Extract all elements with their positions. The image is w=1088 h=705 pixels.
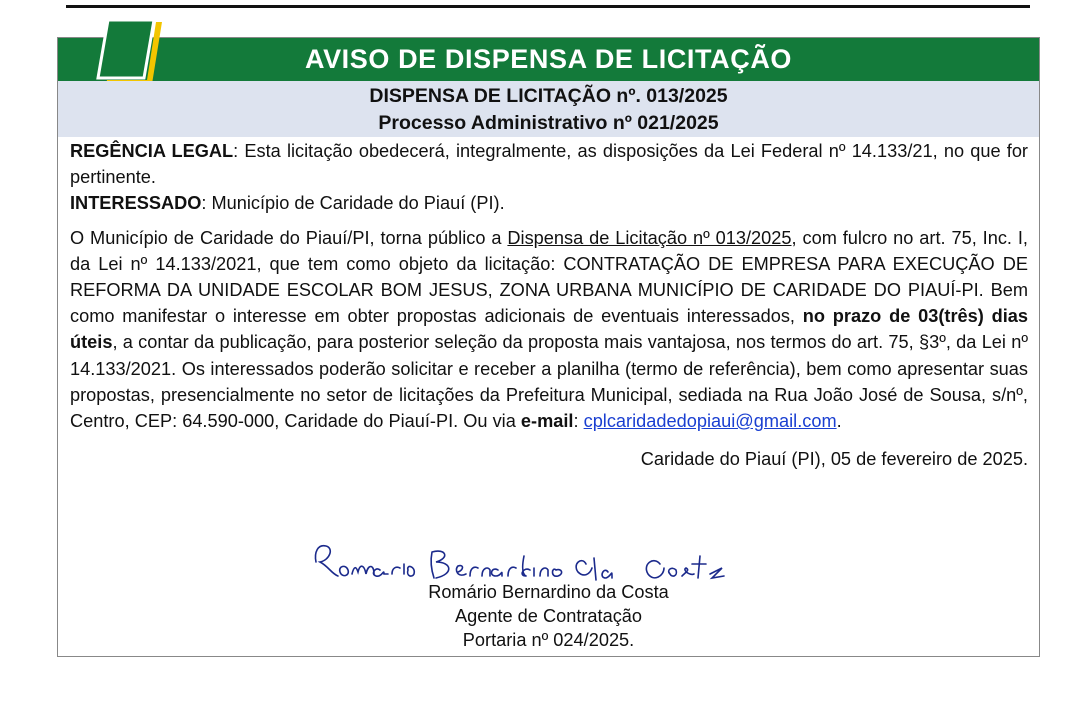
signatory-role: Agente de Contratação (454, 606, 643, 626)
subheader (58, 81, 1039, 137)
regencia-text: : Esta licitação obedecerá, integralmente, as disposições da Lei Federal nº 14.133/21, no que for pertinente. (70, 141, 1028, 188)
notice-frame (57, 37, 1040, 657)
signatory-name: Romário Bernardino da Costa (428, 582, 669, 602)
main-text-b: , com fulcro no art. 75, Inc. I, da Lei nº 14.133/2021, que tem como objeto da licitação: CONTRATAÇÃO DE EMPRESA PARA EXECUÇÃO DE REFORMA DA UNIDADE ESCOLAR BOM JESUS, ZONA URBANA MUNICÍPIO DE CARIDADE DO PIAUÍ-PI. Bem como manifestar o interesse em obter propostas adicionais de eventuais interessados, (70, 227, 1028, 327)
main-text-c: , a contar da publicação, para posterior seleção da proposta mais vantajosa, nos termos do art. 75, §3º, da Lei nº 14.133/2021. Os interessados poderão solicitar e receber a planilha (termo de referência), bem como apresentar suas propostas, presencialmente no setor de licitações da Prefeitura Municipal, sediada na Rua João José de Sousa, s/nº, Centro, CEP: 64.590-000, Caridade do Piauí-PI. Ou via (70, 332, 1028, 432)
top-rule (66, 5, 1030, 8)
main-text-a: O Município de Caridade do Piauí/PI, torna público a (70, 227, 508, 248)
date-line: Caridade do Piauí (PI), 05 de fevereiro de 2025. (640, 449, 1028, 470)
regencia-label: REGÊNCIA LEGAL (70, 141, 234, 161)
deadline-text: no prazo de 03(três) dias úteis (70, 306, 1028, 353)
email-label: e-mail (520, 411, 574, 432)
regencia-paragraph (70, 138, 1028, 190)
notice-title: AVISO DE DISPENSA DE LICITAÇÃO (304, 44, 793, 74)
dispensa-reference: Dispensa de Licitação nº 013/2025 (507, 227, 792, 248)
interessado-paragraph (70, 190, 1028, 216)
process-number: Processo Administrativo nº 021/2025 (378, 112, 719, 134)
signatory-portaria: Portaria nº 024/2025. (462, 630, 635, 650)
interessado-label: INTERESSADO (70, 193, 202, 214)
title-banner (58, 38, 1039, 81)
dispensa-number: DISPENSA DE LICITAÇÃO nº. 013/2025 (369, 85, 728, 107)
email-link[interactable]: cplcaridadedopiaui@gmail.com (583, 411, 837, 432)
email-separator: : (573, 411, 584, 432)
interessado-text: : Município de Caridade do Piauí (PI). (201, 193, 505, 214)
main-paragraph (70, 225, 1028, 435)
signature-block (58, 580, 1039, 652)
notice-body (70, 138, 1028, 472)
main-text-end: . (836, 411, 842, 432)
